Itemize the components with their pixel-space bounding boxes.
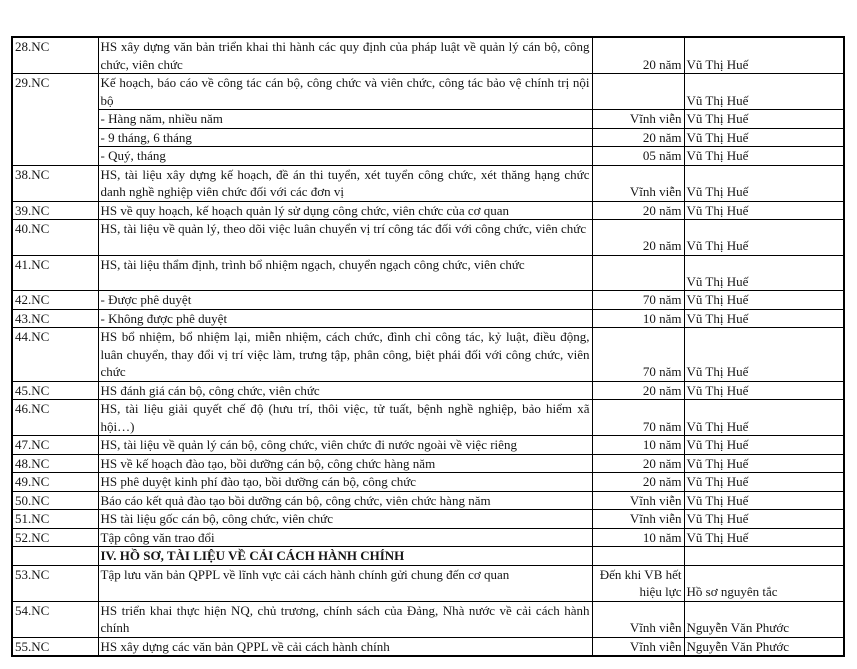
record-duration-cell [592,74,684,110]
table-row [12,128,844,147]
record-id-cell: 41.NC [12,255,98,291]
record-assignee-cell: Vũ Thị Huế [684,220,844,256]
record-id-cell: 39.NC [12,201,98,220]
record-desc-cell: HS, tài liệu về quản lý, theo dõi việc luân chuyển vị trí công tác đối với công chức, viên chức [98,220,592,256]
record-id-cell: 46.NC [12,400,98,436]
record-id-cell: 44.NC [12,328,98,382]
record-assignee-cell: Vũ Thị Huế [684,147,844,166]
record-duration-cell: 70 năm [592,291,684,310]
record-assignee-cell: Vũ Thị Huế [684,473,844,492]
record-id-cell: 28.NC [12,37,98,74]
record-desc-cell: HS, tài liệu xây dựng kế hoạch, đề án thi tuyển, xét tuyển công chức, xét thăng hạng chức danh nghề nghiệp viên chức đối với các đơn vị [98,165,592,201]
record-desc-cell: HS, tài liệu giải quyết chế độ (hưu trí, thôi việc, tử tuất, bệnh nghề nghiệp, bảo hiểm xã hội…) [98,400,592,436]
record-desc-cell: HS về kế hoạch đào tạo, bồi dưỡng cán bộ, công chức hàng năm [98,454,592,473]
record-duration-cell: 20 năm [592,128,684,147]
record-duration-cell: 70 năm [592,328,684,382]
table-row [12,147,844,166]
record-duration-cell [592,547,684,566]
record-desc-cell: HS về quy hoạch, kế hoạch quản lý sử dụng công chức, viên chức của cơ quan [98,201,592,220]
record-desc-cell: Tập lưu văn bản QPPL về lĩnh vực cải cách hành chính gửi chung đến cơ quan [98,565,592,601]
record-id-cell: 42.NC [12,291,98,310]
record-duration-cell: 05 năm [592,147,684,166]
record-duration-cell: 20 năm [592,473,684,492]
record-duration-cell [592,255,684,291]
record-id-cell: 47.NC [12,436,98,455]
record-desc-cell: - Được phê duyệt [98,291,592,310]
record-duration-cell: Vĩnh viễn [592,601,684,637]
record-assignee-cell: Vũ Thị Huế [684,454,844,473]
record-assignee-cell: Nguyễn Văn Phước [684,601,844,637]
record-id-cell: 50.NC [12,491,98,510]
record-desc-cell: Báo cáo kết quả đào tạo bồi dưỡng cán bộ, công chức, viên chức hàng năm [98,491,592,510]
record-duration-cell: 20 năm [592,454,684,473]
table-row [12,328,844,382]
record-id-cell [12,547,98,566]
section-header-row [12,547,844,566]
table-row [12,74,844,110]
table-row [12,291,844,310]
record-assignee-cell: Vũ Thị Huế [684,37,844,74]
record-duration-cell: 20 năm [592,220,684,256]
record-id-cell: 51.NC [12,510,98,529]
record-duration-cell: Vĩnh viễn [592,637,684,656]
table-row [12,381,844,400]
table-row [12,510,844,529]
record-duration-cell: 10 năm [592,436,684,455]
table-row [12,473,844,492]
table-row [12,436,844,455]
record-assignee-cell: Vũ Thị Huế [684,110,844,129]
record-duration-cell: Vĩnh viễn [592,110,684,129]
record-assignee-cell: Vũ Thị Huế [684,510,844,529]
table-row [12,637,844,656]
record-duration-cell: 20 năm [592,381,684,400]
table-row [12,165,844,201]
record-assignee-cell: Vũ Thị Huế [684,201,844,220]
record-assignee-cell: Vũ Thị Huế [684,128,844,147]
record-duration-cell: 20 năm [592,201,684,220]
record-duration-cell: 70 năm [592,400,684,436]
record-duration-cell: 10 năm [592,528,684,547]
record-desc-cell: Tập công văn trao đổi [98,528,592,547]
record-assignee-cell: Vũ Thị Huế [684,165,844,201]
record-id-cell: 48.NC [12,454,98,473]
record-assignee-cell: Vũ Thị Huế [684,328,844,382]
record-desc-cell: HS phê duyệt kinh phí đào tạo, bồi dưỡng cán bộ, công chức [98,473,592,492]
record-duration-cell: Đến khi VB hết hiệu lực [592,565,684,601]
record-id-cell: 53.NC [12,565,98,601]
table-row [12,110,844,129]
record-id-cell: 49.NC [12,473,98,492]
record-id-cell: 43.NC [12,309,98,328]
record-id-cell: 45.NC [12,381,98,400]
record-assignee-cell: Vũ Thị Huế [684,255,844,291]
record-assignee-cell: Hồ sơ nguyên tắc [684,565,844,601]
record-id-cell: 54.NC [12,601,98,637]
record-assignee-cell: Vũ Thị Huế [684,528,844,547]
record-id-cell: 38.NC [12,165,98,201]
record-assignee-cell: Nguyễn Văn Phước [684,637,844,656]
record-desc-cell: HS, tài liệu thẩm định, trình bổ nhiệm ngạch, chuyển ngạch công chức, viên chức [98,255,592,291]
record-assignee-cell: Vũ Thị Huế [684,436,844,455]
record-desc-cell: HS, tài liệu về quản lý cán bộ, công chức, viên chức đi nước ngoài về việc riêng [98,436,592,455]
section-title-cell: IV. HỒ SƠ, TÀI LIỆU VỀ CẢI CÁCH HÀNH CHÍNH [98,547,592,566]
record-duration-cell: Vĩnh viễn [592,510,684,529]
record-desc-cell: HS xây dựng văn bản triển khai thi hành các quy định của pháp luật về quản lý cán bộ, công chức, viên chức [98,37,592,74]
record-duration-cell: Vĩnh viễn [592,491,684,510]
table-row [12,309,844,328]
records-retention-table [11,36,845,657]
record-assignee-cell: Vũ Thị Huế [684,400,844,436]
record-duration-cell: Vĩnh viễn [592,165,684,201]
table-row [12,601,844,637]
table-row [12,255,844,291]
table-row [12,37,844,74]
record-desc-cell: - Không được phê duyệt [98,309,592,328]
table-row [12,400,844,436]
record-id-cell: 40.NC [12,220,98,256]
table-row [12,491,844,510]
table-row [12,565,844,601]
table-row [12,201,844,220]
record-id-cell: 52.NC [12,528,98,547]
record-desc-cell: HS triển khai thực hiện NQ, chủ trương, chính sách của Đảng, Nhà nước về cải cách hành chính [98,601,592,637]
table-row [12,528,844,547]
record-desc-cell: - Quý, tháng [98,147,592,166]
record-desc-cell: Kế hoạch, báo cáo về công tác cán bộ, công chức và viên chức, công tác bảo vệ chính trị nội bộ [98,74,592,110]
record-duration-cell: 20 năm [592,37,684,74]
record-assignee-cell: Vũ Thị Huế [684,74,844,110]
record-assignee-cell: Vũ Thị Huế [684,381,844,400]
record-id-cell: 29.NC [12,74,98,166]
record-desc-cell: - Hàng năm, nhiều năm [98,110,592,129]
record-assignee-cell: Vũ Thị Huế [684,491,844,510]
record-assignee-cell: Vũ Thị Huế [684,309,844,328]
record-id-cell: 55.NC [12,637,98,656]
record-desc-cell: HS xây dựng các văn bản QPPL về cải cách hành chính [98,637,592,656]
record-desc-cell: HS đánh giá cán bộ, công chức, viên chức [98,381,592,400]
record-desc-cell: - 9 tháng, 6 tháng [98,128,592,147]
record-assignee-cell: Vũ Thị Huế [684,291,844,310]
table-row [12,454,844,473]
record-desc-cell: HS bổ nhiệm, bổ nhiệm lại, miễn nhiệm, cách chức, đình chỉ công tác, kỷ luật, điều động, luân chuyển, thay đổi vị trí việc làm, trưng tập, phân công, biệt phái đối với công chức, viên chức [98,328,592,382]
record-duration-cell: 10 năm [592,309,684,328]
table-row [12,220,844,256]
record-desc-cell: HS tài liệu gốc cán bộ, công chức, viên chức [98,510,592,529]
record-assignee-cell [684,547,844,566]
